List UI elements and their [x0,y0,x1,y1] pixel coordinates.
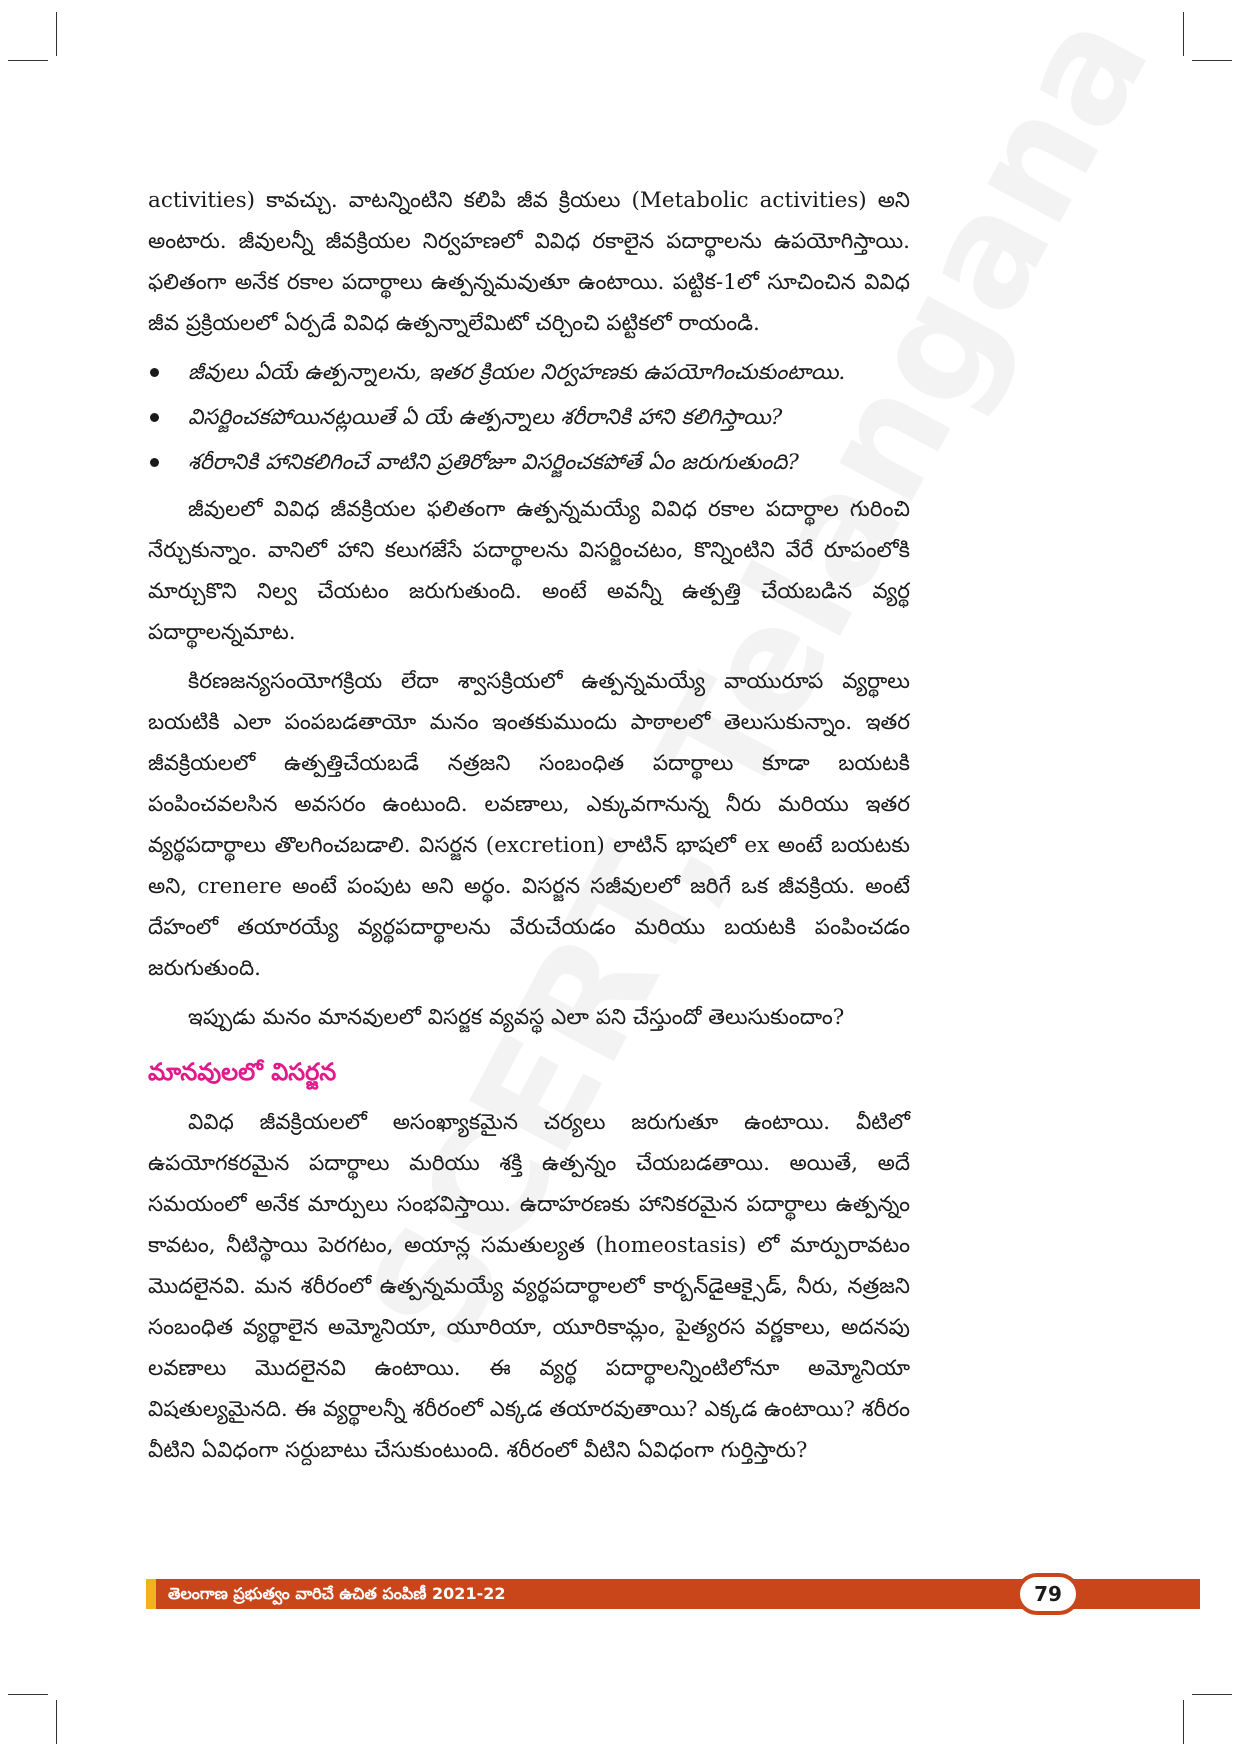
paragraph-lead-question: ఇప్పుడు మనం మానవులలో విసర్జక వ్యవస్థ ఎలా పని చేస్తుందో తెలుసుకుందాం? [188,1005,845,1030]
list-item [148,397,910,438]
crop-mark-bottom-right-v [1183,1700,1184,1744]
paragraph-waste-substances: జీవులలో వివిధ జీవక్రియల ఫలితంగా ఉత్పన్నమయ్యే వివిధ రకాల పదార్థాల గురించి నేర్చుకున్నాం. వానిలో హాని కలుగజేసే పదార్థాలను విసర్జించటం, కొన్నింటిని వేరే రూపంలోకి మార్చుకొని నిల్వ చేయటం జరుగుతుంది. అంటే అవన్నీ ఉత్పత్తి చేయబడిన వ్యర్థ పదార్థాలన్నమాట. [148,497,910,645]
crop-mark-top-left-v [56,12,57,56]
crop-mark-bottom-left-v [56,1700,57,1744]
crop-mark-top-left-h [8,60,48,61]
page-number: 79 [1016,1573,1080,1615]
paragraph-metabolic-activities: activities) కావచ్చు. వాటన్నింటిని కలిపి జీవ క్రియలు (Metabolic activities) అని అంటారు. జీవులన్నీ జీవక్రియల నిర్వహణలో వివిధ రకాలైన పదార్థాలను ఉపయోగిస్తాయి. ఫలితంగా అనేక రకాల పదార్థాలు ఉత్పన్నమవుతూ ఉంటాయి. పట్టిక-1లో సూచించిన వివిధ జీవ ప్రక్రియలలో ఏర్పడే వివిధ ఉత్పన్నాలేమిటో చర్చించి పట్టికలో రాయండి. [148,188,910,336]
crop-mark-bottom-right-h [1192,1694,1232,1695]
section-heading: మానవులలో విసర్జన [148,1058,337,1086]
list-item [148,442,910,483]
list-item-text: విసర్జించకపోయినట్లయితే ఏ యే ఉత్పన్నాలు శరీరానికి హాని కలిగిస్తాయి? [188,405,783,430]
bullet-icon [150,458,159,467]
page-content [148,180,910,1479]
question-list [148,352,910,483]
paragraph-excretion-definition: కిరణజన్యసంయోగక్రియ లేదా శ్వాసక్రియలో ఉత్పన్నమయ్యే వాయురూప వ్యర్థాలు బయటికి ఎలా పంపబడతాయో మనం ఇంతకుముందు పాఠాలలో తెలుసుకున్నాం. ఇతర జీవక్రియలలో ఉత్పత్తిచేయబడే నత్రజని సంబంధిత పదార్థాలు కూడా బయటకి పంపించవలసిన అవసరం ఉంటుంది. లవణాలు, ఎక్కువగానున్న నీరు మరియు ఇతర వ్యర్థపదార్థాలు తొలగించబడాలి. విసర్జన (excretion) లాటిన్ భాషలో ex అంటే బయటకు అని, crenere అంటే పంపుట అని అర్థం. విసర్జన సజీవులలో జరిగే ఒక జీవక్రియ. అంటే దేహంలో తయారయ్యే వ్యర్థపదార్థాలను వేరుచేయడం మరియు బయటకి పంపించడం జరుగుతుంది. [148,669,910,981]
crop-mark-top-right-h [1192,60,1232,61]
crop-mark-top-right-v [1183,12,1184,56]
bullet-icon [150,368,159,377]
list-item-text: జీవులు ఏయే ఉత్పన్నాలను, ఇతర క్రియల నిర్వహణకు ఉపయోగించుకుంటాయి. [188,360,846,385]
list-item [148,352,910,393]
crop-mark-bottom-left-h [8,1694,48,1695]
footer-text: తెలంగాణ ప్రభుత్వం వారిచే ఉచిత పంపిణీ 2021-22 [168,1584,506,1603]
paragraph-human-excretion: వివిధ జీవక్రియలలో అసంఖ్యాకమైన చర్యలు జరుగుతూ ఉంటాయి. వీటిలో ఉపయోగకరమైన పదార్థాలు మరియు శక్తి ఉత్పన్నం చేయబడతాయి. అయితే, అదే సమయంలో అనేక మార్పులు సంభవిస్తాయి. ఉదాహరణకు హానికరమైన పదార్థాలు ఉత్పన్నం కావటం, నీటిస్థాయి పెరగటం, అయాన్ల సమతుల్యత (homeostasis) లో మార్పురావటం మొదలైనవి. మన శరీరంలో ఉత్పన్నమయ్యే వ్యర్థపదార్థాలలో కార్బన్‌డైఆక్సైడ్, నీరు, నత్రజని సంబంధిత వ్యర్థాలైన అమ్మోనియా, యూరియా, యూరికామ్లం, పైత్యరస వర్ణకాలు, అదనపు లవణాలు మొదలైనవి ఉంటాయి. ఈ వ్యర్థ పదార్థాలన్నింటిలోనూ అమ్మోనియా విషతుల్యమైనది. ఈ వ్యర్థాలన్నీ శరీరంలో ఎక్కడ తయారవుతాయి? ఎక్కడ ఉంటాయి? శరీరం వీటిని ఏవిధంగా సర్దుబాటు చేసుకుంటుంది. శరీరంలో వీటిని ఏవిధంగా గుర్తిస్తారు? [148,1110,910,1463]
footer-accent [146,1579,156,1609]
list-item-text: శరీరానికి హానికలిగించే వాటిని ప్రతిరోజూ విసర్జించకపోతే ఏం జరుగుతుంది? [188,450,799,475]
bullet-icon [150,413,159,422]
